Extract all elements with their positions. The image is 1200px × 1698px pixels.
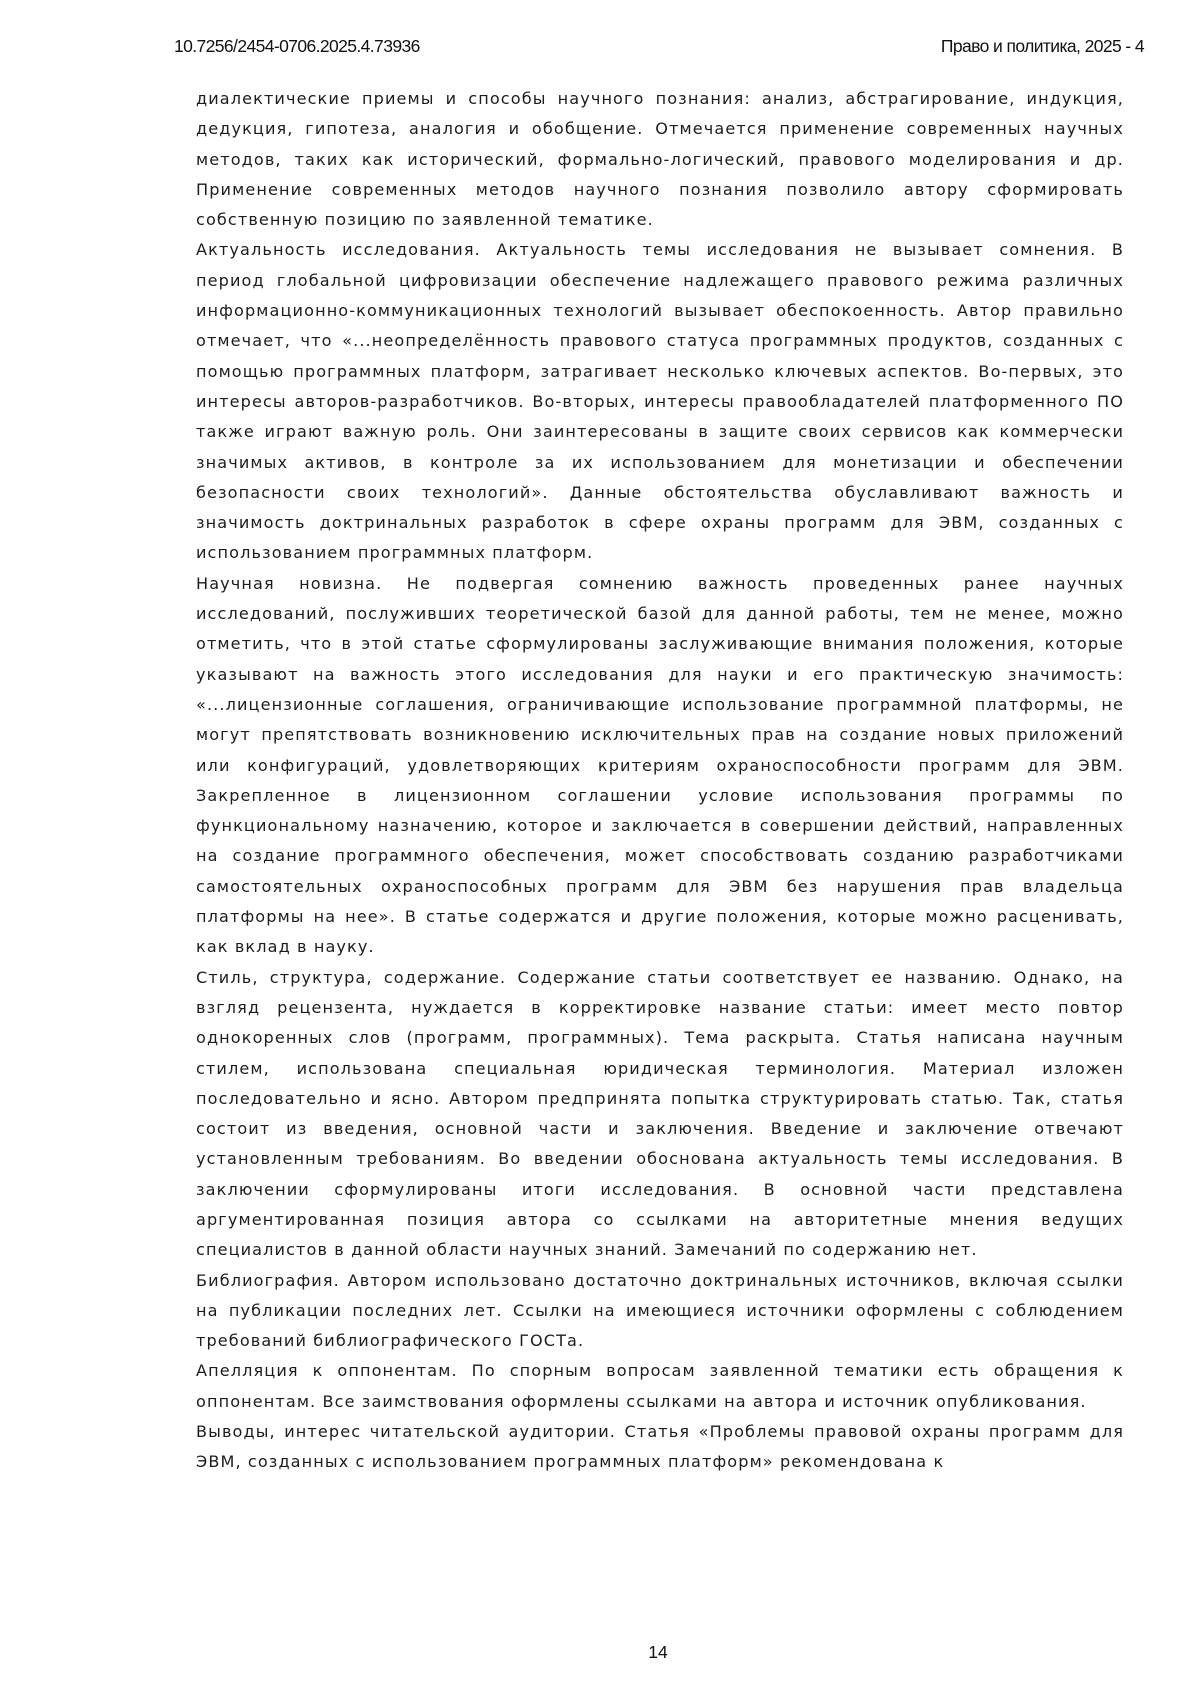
article-body	[196, 84, 1124, 1478]
paragraph-relevance: Актуальность исследования. Актуальность темы исследования не вызывает сомнения. В период глобальной цифровизации обеспечение надлежащего правового режима различных информационно-коммуникационных технологий вызывает обеспокоенность. Автор правильно отмечает, что «...неопределённость правового статуса программных продуктов, созданных с помощью программных платформ, затрагивает несколько ключевых аспектов. Во-первых, это интересы авторов-разработчиков. Во-вторых, интересы правообладателей платформенного ПО также играют важную роль. Они заинтересованы в защите своих сервисов как коммерчески значимых активов, в контроле за их использованием для монетизации и обеспечении безопасности своих технологий». Данные обстоятельства обуславливают важность и значимость доктринальных разработок в сфере охраны программ для ЭВМ, созданных с использованием программных платформ.	[196, 235, 1124, 568]
paragraph-style-structure: Стиль, структура, содержание. Содержание статьи соответствует ее названию. Однако, на взгляд рецензента, нуждается в корректировке название статьи: имеет место повтор однокоренных слов (программ, программных). Тема раскрыта. Статья написана научным стилем, использована специальная юридическая терминология. Материал изложен последовательно и ясно. Автором предпринята попытка структурировать статью. Так, статья состоит из введения, основной части и заключения. Введение и заключение отвечают установленным требованиям. Во введении обоснована актуальность темы исследования. В заключении сформулированы итоги исследования. В основной части представлена аргументированная позиция автора со ссылками на авторитетные мнения ведущих специалистов в данной области научных знаний. Замечаний по содержанию нет.	[196, 963, 1124, 1266]
page-number: 14	[0, 1642, 1200, 1663]
paragraph-appeal-to-opponents: Апелляция к оппонентам. По спорным вопросам заявленной тематики есть обращения к оппонентам. Все заимствования оформлены ссылками на автора и источник опубликования.	[196, 1356, 1124, 1417]
paragraph-methods: диалектические приемы и способы научного познания: анализ, абстрагирование, индукция, дедукция, гипотеза, аналогия и обобщение. Отмечается применение современных научных методов, таких как исторический, формально-логический, правового моделирования и др. Применение современных методов научного познания позволило автору сформировать собственную позицию по заявленной тематике.	[196, 84, 1124, 235]
paragraph-bibliography: Библиография. Автором использовано достаточно доктринальных источников, включая ссылки на публикации последних лет. Ссылки на имеющиеся источники оформлены с соблюдением требований библиографического ГОСТа.	[196, 1266, 1124, 1357]
doi-header: 10.7256/2454-0706.2025.4.73936	[174, 36, 420, 57]
paragraph-conclusions: Выводы, интерес читательской аудитории. Статья «Проблемы правовой охраны программ для ЭВМ, созданных с использованием программных платформ» рекомендована к	[196, 1417, 1124, 1478]
journal-header: Право и политика, 2025 - 4	[941, 36, 1144, 57]
paragraph-novelty: Научная новизна. Не подвергая сомнению важность проведенных ранее научных исследований, послуживших теоретической базой для данной работы, тем не менее, можно отметить, что в этой статье сформулированы заслуживающие внимания положения, которые указывают на важность этого исследования для науки и его практическую значимость: «...лицензионные соглашения, ограничивающие использование программной платформы, не могут препятствовать возникновению исключительных прав на создание новых приложений или конфигураций, удовлетворяющих критериям охраноспособности программ для ЭВМ. Закрепленное в лицензионном соглашении условие использования программы по функциональному назначению, которое и заключается в совершении действий, направленных на создание программного обеспечения, может способствовать созданию разработчиками самостоятельных охраноспособных программ для ЭВМ без нарушения прав владельца платформы на нее». В статье содержатся и другие положения, которые можно расценивать, как вклад в науку.	[196, 569, 1124, 963]
